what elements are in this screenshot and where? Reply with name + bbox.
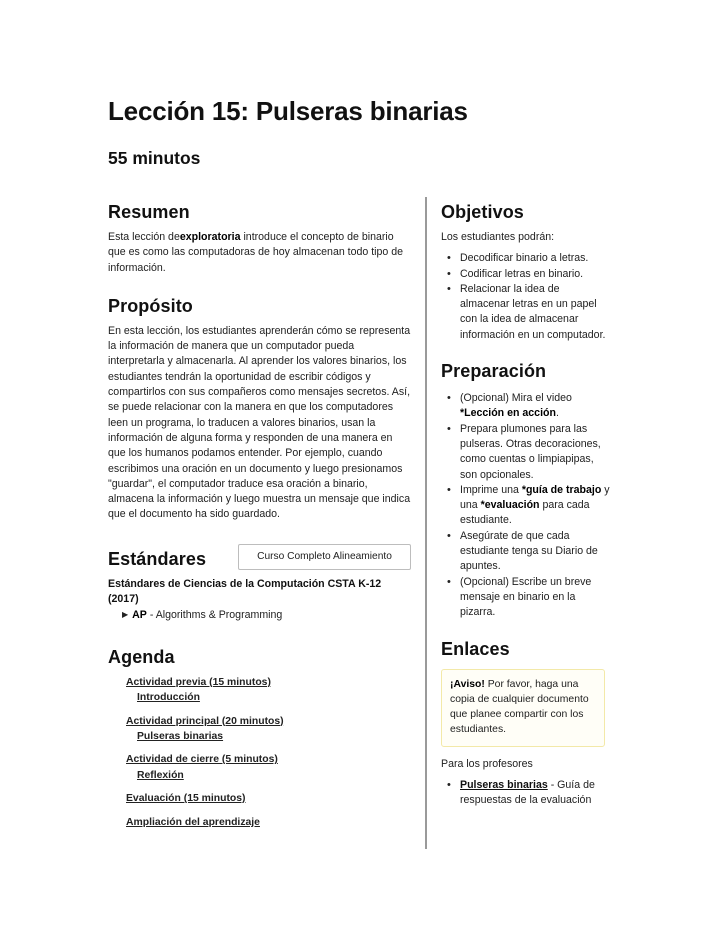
agenda-group — [126, 714, 413, 745]
enlaces-list — [441, 778, 611, 809]
objetivos-intro: Los estudiantes podrán: — [441, 231, 555, 243]
estandares-heading: Estándares — [108, 548, 207, 569]
resumen-text — [108, 230, 413, 276]
agenda-link-extended-learning[interactable]: Ampliación del aprendizaje — [126, 816, 260, 828]
triangle-right-icon[interactable]: ▶ — [122, 609, 129, 619]
proposito-heading: Propósito — [108, 295, 193, 316]
full-course-alignment-button[interactable]: Curso Completo Alineamiento — [238, 544, 411, 570]
answer-key-link[interactable]: Pulseras binarias — [460, 779, 548, 792]
agenda-heading: Agenda — [108, 646, 175, 667]
agenda-link-main-activity[interactable]: Actividad principal (20 minutos) — [126, 715, 284, 727]
agenda-link-warmup[interactable]: Actividad previa (15 minutos) — [126, 676, 271, 688]
preparacion-heading: Preparación — [441, 361, 547, 382]
notice-label: ¡Aviso! — [450, 678, 485, 690]
estandares-section — [108, 543, 413, 623]
notice-box — [441, 669, 605, 747]
standard-item-ap[interactable] — [108, 607, 413, 623]
agenda-link-assessment[interactable]: Evaluación (15 minutos) — [126, 793, 246, 805]
list-item — [441, 778, 611, 809]
agenda-sublink-reflection[interactable]: Reflexión — [137, 769, 184, 781]
resumen-text-end: introduce el concepto de binario que es como las computadoras de hoy almacenan todo tipo de información. — [108, 231, 404, 274]
agenda-group — [126, 675, 413, 706]
resumen-section — [108, 200, 413, 276]
list-item: • Codificar letras en binario. — [441, 267, 611, 282]
resumen-text-start: Esta lección de — [108, 231, 180, 243]
right-column — [441, 200, 611, 827]
prep-text: para cada estudiante. — [460, 499, 590, 527]
lesson-duration: 55 minutos — [108, 148, 201, 168]
prep-text: y una — [460, 483, 610, 512]
resumen-heading: Resumen — [108, 202, 190, 222]
proposito-section — [108, 294, 413, 523]
column-divider — [425, 197, 427, 849]
enlaces-section — [441, 637, 611, 809]
enlaces-heading: Enlaces — [441, 638, 510, 659]
preparacion-list — [441, 391, 611, 620]
list-item: • Asegúrate de que cada estudiante tenga su Diario de apuntes. — [441, 529, 611, 575]
list-item: • Decodificar binario a letras. — [441, 251, 611, 266]
assessment-link[interactable]: *evaluación — [480, 499, 540, 512]
list-item: • (Opcional) Escribe un breve mensaje en binario en la pizarra. — [441, 575, 611, 621]
link-description: - Guía de respuestas de la evaluación — [460, 779, 595, 807]
left-column — [108, 200, 413, 848]
agenda-group — [126, 791, 413, 806]
proposito-text: En esta lección, los estudiantes aprenderán cómo se representa la información de manera que un computador pueda interpretarla y almacenarla. Al aprender los valores binarios, los estudiantes tendrán la oportunidad de escribir códigos y compartirlos con sus compañeros como mensajes secretos. Así, se puede relacionar con la manera en que los computadores leen un programa, lo traducen a valores binarios, usan la información de alguna forma y responden de una manera en que los humanos podamos entender. Por ejemplo, cuando escribimos una oración en un documento y luego presionamos "guardar", el computador traduce esa oración a binario, almacena la información y luego muestra un mensaje que indica que el documento ha sido guardado. — [108, 324, 411, 521]
agenda-group — [126, 815, 413, 830]
estandares-header — [108, 543, 413, 571]
standard-label: - Algorithms & Programming — [146, 608, 283, 621]
list-item: • Prepara plumones para las pulseras. Otras decoraciones, como cuentas o limpiapipas, son opcionales. — [441, 422, 611, 483]
list-item: • Relacionar la idea de almacenar letras en un papel con la idea de almacenar información en un computador. — [441, 282, 611, 343]
prep-text: (Opcional) Mira el video — [460, 392, 572, 405]
standard-code: AP — [132, 608, 147, 621]
video-link[interactable]: *Lección en acción — [460, 407, 556, 420]
agenda-group — [126, 752, 413, 783]
list-item — [441, 391, 611, 422]
notice-body: Por favor, haga una copia de cualquier documento que planee compartir con los estudiantes. — [450, 678, 589, 736]
list-item — [441, 483, 611, 529]
agenda-sublink-intro[interactable]: Introducción — [137, 692, 200, 704]
agenda-link-wrapup[interactable]: Actividad de cierre (5 minutos) — [126, 754, 278, 766]
page-title: Lección 15: Pulseras binarias — [108, 96, 468, 126]
prep-text: . — [555, 407, 559, 420]
agenda-section — [108, 645, 413, 830]
prep-text: Imprime una — [460, 483, 522, 496]
resumen-text-bold: exploratoria — [179, 231, 241, 243]
agenda-sublink-bracelets[interactable]: Pulseras binarias — [137, 730, 224, 742]
standards-org: Estándares de Ciencias de la Computación CSTA K-12 (2017) — [108, 577, 382, 605]
objetivos-heading: Objetivos — [441, 202, 524, 222]
objetivos-list — [441, 251, 611, 343]
worksheet-link[interactable]: *guía de trabajo — [521, 483, 602, 496]
objetivos-section — [441, 200, 611, 343]
teachers-label: Para los profesores — [441, 757, 533, 770]
notice-text — [450, 677, 594, 738]
preparacion-section — [441, 359, 611, 620]
agenda-list — [108, 675, 413, 830]
